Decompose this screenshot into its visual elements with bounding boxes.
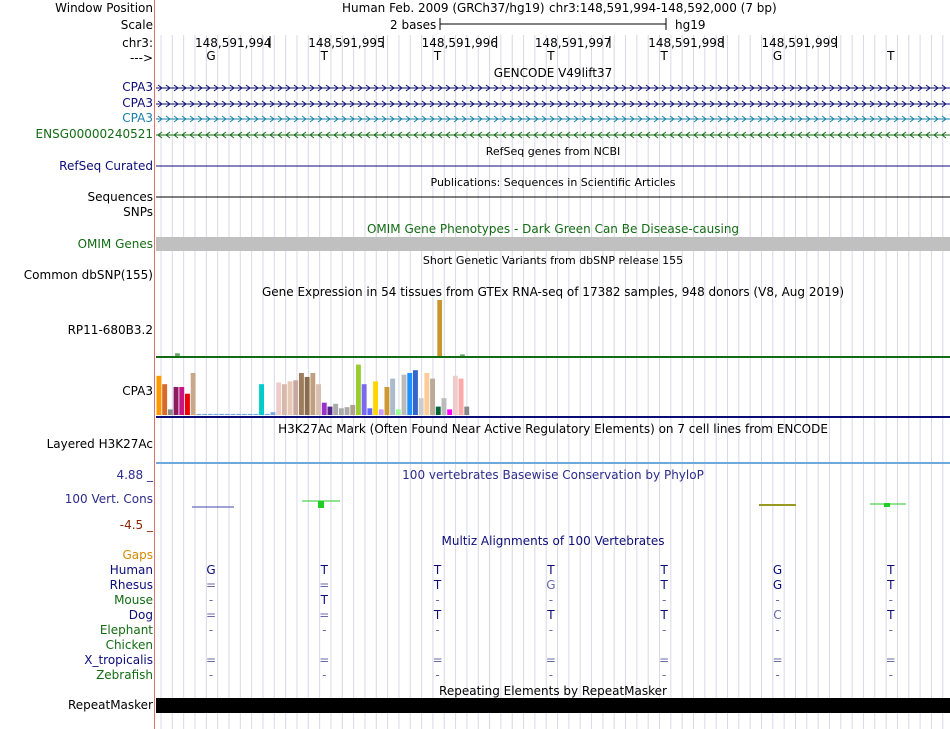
dna-base: T — [320, 49, 328, 63]
gtex-bar — [179, 387, 184, 415]
multiz-base: = — [432, 653, 443, 667]
gtex-bar — [322, 403, 327, 415]
gtex-bar — [437, 300, 442, 356]
gencode-track-label[interactable]: CPA3 — [122, 111, 153, 125]
multiz-base: T — [320, 563, 328, 577]
gtex-bar — [299, 373, 304, 415]
repeatmasker-title: Repeating Elements by RepeatMasker — [439, 684, 667, 698]
ruler-tick-label: 148,591,996 — [421, 36, 498, 50]
conservation-graph[interactable] — [156, 490, 950, 520]
window-position-label: Window Position — [55, 1, 153, 15]
multiz-base: T — [433, 578, 442, 592]
gtex-gene-label[interactable]: CPA3 — [122, 384, 153, 398]
ruler-tick-label: 148,591,999 — [761, 36, 838, 50]
multiz-base: = — [319, 608, 330, 622]
gencode-feature[interactable] — [156, 98, 950, 108]
gtex-bar — [339, 408, 344, 415]
gtex-bar — [379, 409, 384, 415]
multiz-base: - — [548, 668, 554, 682]
multiz-base: T — [433, 563, 442, 577]
gtex-bar — [174, 387, 179, 415]
multiz-base: - — [888, 593, 893, 607]
multiz-base: G — [772, 578, 783, 592]
gtex-bar — [419, 398, 424, 415]
multiz-base: - — [662, 623, 667, 637]
gtex-bar — [225, 414, 230, 415]
chr-label: chr3: — [122, 36, 153, 50]
multiz-base: G — [772, 563, 783, 577]
gtex-bar — [248, 414, 253, 415]
strand-label[interactable]: ---> — [129, 51, 153, 65]
multiz-base: T — [660, 608, 668, 622]
ruler-tick-label: 148,591,995 — [308, 36, 385, 50]
multiz-base: = — [205, 578, 217, 592]
dna-base: G — [772, 49, 783, 63]
assembly-title[interactable]: Human Feb. 2009 (GRCh37/hg19) — [342, 1, 545, 15]
gtex-bar — [390, 379, 395, 415]
gtex-bar — [310, 373, 315, 415]
dbsnp-title: Short Genetic Variants from dbSNP release 155 — [422, 254, 684, 267]
multiz-base: = — [885, 653, 896, 667]
h3k27ac-label[interactable]: Layered H3K27Ac — [46, 437, 153, 451]
multiz-base: - — [208, 593, 214, 607]
gtex-bar — [259, 384, 264, 415]
gtex-bar — [282, 384, 287, 415]
gtex-bar — [362, 384, 367, 415]
cons-mark — [318, 501, 324, 508]
gtex-bar — [367, 408, 372, 415]
repeatmasker-label[interactable]: RepeatMasker — [67, 698, 153, 712]
multiz-base: - — [208, 668, 214, 682]
refseq-label[interactable]: RefSeq Curated — [59, 159, 153, 173]
multiz-base: = — [205, 653, 217, 667]
cons-label[interactable]: 100 Vert. Cons — [64, 492, 153, 506]
gtex-bar — [271, 412, 276, 415]
gtex-expression-bars[interactable] — [156, 300, 950, 420]
ruler-tick-label: 148,591,997 — [534, 36, 612, 50]
h3k27ac-title: H3K27Ac Mark (Often Found Near Active Regulatory Elements) on 7 cell lines from ENCODE — [278, 422, 828, 436]
ruler-tick-label: 148,591,994 — [195, 36, 272, 50]
multiz-base: - — [435, 623, 440, 637]
multiz-base: T — [887, 563, 895, 577]
gencode-feature[interactable] — [156, 113, 950, 123]
gtex-bar — [253, 414, 258, 415]
gtex-bar — [162, 384, 167, 415]
gencode-feature[interactable] — [156, 129, 950, 139]
multiz-base: = — [659, 653, 670, 667]
repeatmasker-bar[interactable] — [156, 698, 950, 713]
scale-label: Scale — [120, 18, 153, 32]
h3k27ac-signal-line[interactable] — [156, 462, 950, 464]
gtex-bar — [214, 414, 219, 415]
gencode-track-label[interactable]: CPA3 — [122, 96, 153, 110]
dna-base: T — [433, 49, 442, 63]
dna-base: T — [547, 49, 555, 63]
multiz-species-label[interactable]: Rhesus — [109, 578, 153, 592]
multiz-base: G — [206, 563, 216, 577]
multiz-base: T — [547, 563, 555, 577]
gtex-bar — [453, 376, 458, 415]
dbsnp-label[interactable]: Common dbSNP(155) — [23, 268, 153, 282]
omim-feature-bar[interactable] — [156, 237, 950, 251]
multiz-base: - — [548, 593, 554, 607]
ruler-tick-label: 148,591,998 — [648, 36, 725, 50]
gtex-bar — [208, 414, 213, 415]
multiz-base: = — [205, 608, 217, 622]
multiz-base: - — [548, 623, 554, 637]
multiz-base: T — [887, 608, 895, 622]
gtex-bar — [305, 377, 310, 415]
multiz-base: = — [545, 653, 556, 667]
gaps-label[interactable]: Gaps — [122, 548, 153, 562]
gtex-bar — [288, 381, 293, 415]
gtex-bar — [373, 381, 378, 415]
gtex-bar — [168, 409, 173, 415]
dna-base: G — [206, 49, 216, 63]
multiz-base: - — [322, 623, 327, 637]
multiz-base: T — [887, 578, 895, 592]
gtex-bar — [430, 379, 435, 415]
multiz-species-label[interactable]: X_tropicalis — [84, 653, 153, 667]
gtex-bar — [276, 383, 281, 415]
cons-max-label: 4.88 _ — [116, 468, 153, 482]
gtex-bar — [231, 414, 236, 415]
multiz-base: T — [433, 608, 442, 622]
gtex-bar — [356, 365, 361, 415]
multiz-base: T — [660, 578, 668, 592]
gtex-bar — [413, 370, 418, 415]
gtex-bar — [236, 414, 241, 415]
gtex-bar — [202, 414, 207, 415]
multiz-base: - — [888, 668, 893, 682]
gtex-bar — [175, 353, 180, 356]
gtex-bar — [265, 414, 270, 415]
dna-base: T — [887, 49, 895, 63]
gtex-bar — [157, 376, 162, 415]
scale-text: 2 bases — [390, 18, 437, 32]
snps-label[interactable]: SNPs — [123, 205, 153, 219]
multiz-base: - — [322, 668, 327, 682]
gencode-track-label[interactable]: CPA3 — [122, 80, 153, 94]
cons-mark — [884, 503, 890, 507]
gtex-bar — [464, 407, 469, 415]
gtex-bar — [219, 414, 224, 415]
gtex-bar — [447, 409, 452, 415]
multiz-base: - — [435, 593, 440, 607]
gencode-feature[interactable] — [156, 82, 950, 92]
gtex-bar — [191, 373, 196, 415]
gtex-bar — [459, 379, 464, 415]
gtex-bar — [424, 373, 429, 415]
sequences-title: Publications: Sequences in Scientific Articles — [430, 176, 676, 189]
gtex-bar — [333, 404, 338, 415]
gtex-bar — [196, 414, 201, 415]
gtex-bar — [293, 380, 298, 415]
scale-db: hg19 — [675, 18, 706, 32]
multiz-base: = — [319, 653, 330, 667]
gtex-bar — [396, 409, 401, 415]
multiz-base: - — [435, 668, 440, 682]
gtex-title: Gene Expression in 54 tissues from GTEx RNA-seq of 17382 samples, 948 donors (V8, Aug 2019) — [261, 285, 845, 299]
position-readout[interactable]: chr3:148,591,994-148,592,000 (7 bp) — [549, 1, 777, 15]
gtex-bar — [350, 405, 355, 415]
multiz-base: - — [208, 623, 214, 637]
multiz-base: - — [662, 593, 667, 607]
gtex-bar — [402, 375, 407, 415]
sequences-label[interactable]: Sequences — [87, 190, 153, 204]
multiz-base: T — [660, 563, 668, 577]
multiz-base: = — [319, 578, 330, 592]
multiz-species-label[interactable]: Zebrafish — [96, 668, 153, 682]
gtex-bar — [442, 398, 447, 415]
gtex-gene-label[interactable]: RP11-680B3.2 — [67, 323, 153, 337]
dna-base: T — [660, 49, 668, 63]
gtex-bar — [460, 354, 465, 356]
gtex-bar — [345, 407, 350, 415]
multiz-title: Multiz Alignments of 100 Vertebrates — [441, 534, 665, 548]
gtex-bar — [328, 407, 333, 415]
gtex-bar — [242, 414, 247, 415]
gtex-bar — [316, 384, 321, 415]
multiz-base: G — [546, 578, 556, 592]
gencode-track-label[interactable]: ENSG00000240521 — [35, 127, 153, 141]
multiz-base: - — [888, 623, 893, 637]
cons-min-label: -4.5 _ — [119, 518, 153, 532]
multiz-species-label[interactable]: Dog — [128, 608, 153, 622]
multiz-base: = — [772, 653, 783, 667]
multiz-species-label[interactable]: Chicken — [105, 638, 153, 652]
multiz-base: - — [775, 668, 780, 682]
gtex-bar — [385, 387, 390, 415]
cons-title: 100 vertebrates Basewise Conservation by PhyloP — [402, 468, 704, 482]
gencode-title: GENCODE V49lift37 — [493, 66, 613, 80]
multiz-species-label[interactable]: Human — [109, 563, 153, 577]
multiz-species-label[interactable]: Elephant — [99, 623, 153, 637]
multiz-base: C — [773, 608, 782, 622]
omim-title: OMIM Gene Phenotypes - Dark Green Can Be Disease-causing — [366, 222, 740, 236]
multiz-base: - — [775, 593, 780, 607]
multiz-base: - — [662, 668, 667, 682]
gtex-bar — [436, 407, 441, 415]
gtex-bar — [407, 373, 412, 415]
multiz-base: T — [320, 593, 328, 607]
multiz-base: - — [775, 623, 780, 637]
multiz-base: T — [547, 608, 555, 622]
gtex-bar — [185, 394, 190, 415]
omim-label[interactable]: OMIM Genes — [77, 237, 153, 251]
multiz-species-label[interactable]: Mouse — [114, 593, 153, 607]
refseq-title: RefSeq genes from NCBI — [485, 145, 621, 158]
